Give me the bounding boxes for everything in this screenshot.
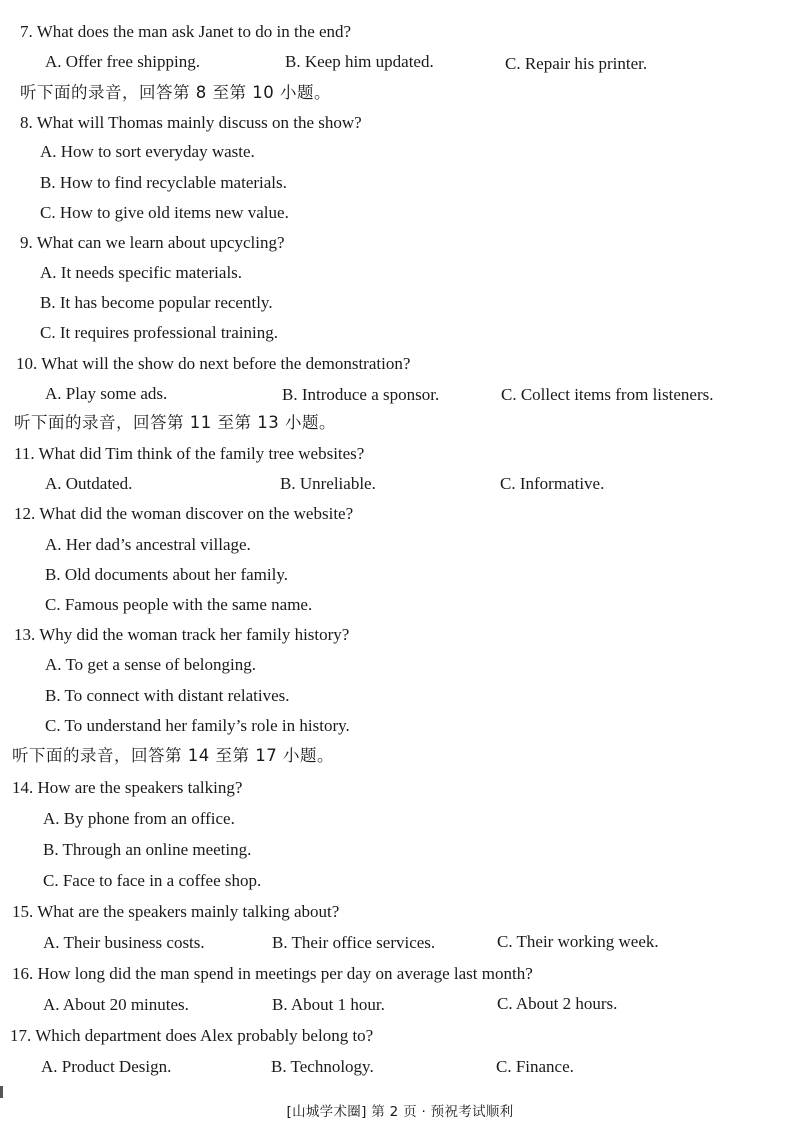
question-11-option-c: C. Informative. (500, 474, 605, 493)
question-10-option-a: A. Play some ads. (45, 384, 168, 403)
question-15-option-b: B. Their office services. (272, 933, 436, 952)
question-14-option-c: C. Face to face in a coffee shop. (43, 871, 262, 890)
question-7-stem: 7. What does the man ask Janet to do in the end? (20, 22, 352, 41)
question-17-stem: 17. Which department does Alex probably belong to? (10, 1026, 374, 1045)
question-8-stem: 8. What will Thomas mainly discuss on the show? (20, 113, 362, 132)
question-16-option-a: A. About 20 minutes. (43, 995, 189, 1014)
question-9-stem: 9. What can we learn about upcycling? (20, 233, 285, 252)
question-8-option-c: C. How to give old items new value. (40, 203, 289, 222)
question-15-stem: 15. What are the speakers mainly talking about? (12, 902, 340, 921)
question-17-option-c: C. Finance. (496, 1057, 574, 1076)
question-8-option-a: A. How to sort everyday waste. (40, 142, 255, 161)
question-9-option-a: A. It needs specific materials. (40, 263, 243, 282)
question-11-option-a: A. Outdated. (45, 474, 133, 493)
question-8-option-b: B. How to find recyclable materials. (40, 173, 287, 192)
section-instruction-8-10: 听下面的录音，回答第 8 至第 10 小题。 (20, 83, 331, 102)
question-11-option-b: B. Unreliable. (280, 474, 376, 493)
question-13-option-a: A. To get a sense of belonging. (45, 655, 256, 674)
question-14-option-a: A. By phone from an office. (43, 809, 235, 828)
question-10-option-b: B. Introduce a sponsor. (282, 385, 440, 404)
question-12-option-a: A. Her dad’s ancestral village. (45, 535, 251, 554)
question-16-option-b: B. About 1 hour. (272, 995, 385, 1014)
question-7-option-a: A. Offer free shipping. (45, 52, 201, 71)
question-16-stem: 16. How long did the man spend in meetings per day on average last month? (12, 964, 533, 983)
question-12-stem: 12. What did the woman discover on the website? (14, 504, 354, 523)
question-10-stem: 10. What will the show do next before the demonstration? (16, 354, 411, 373)
question-11-stem: 11. What did Tim think of the family tree websites? (14, 444, 365, 463)
question-7-option-c: C. Repair his printer. (505, 54, 648, 73)
question-12-option-c: C. Famous people with the same name. (45, 595, 313, 614)
question-17-option-a: A. Product Design. (41, 1057, 172, 1076)
question-15-option-c: C. Their working week. (497, 932, 659, 951)
section-instruction-11-13: 听下面的录音，回答第 11 至第 13 小题。 (14, 413, 336, 432)
question-14-stem: 14. How are the speakers talking? (12, 778, 243, 797)
question-16-option-c: C. About 2 hours. (497, 994, 618, 1013)
question-7-option-b: B. Keep him updated. (285, 52, 434, 71)
margin-tick (0, 1086, 3, 1098)
question-10-option-c: C. Collect items from listeners. (501, 385, 714, 404)
question-13-stem: 13. Why did the woman track her family history? (14, 625, 350, 644)
question-17-option-b: B. Technology. (271, 1057, 374, 1076)
question-14-option-b: B. Through an online meeting. (43, 840, 252, 859)
question-15-option-a: A. Their business costs. (43, 933, 205, 952)
question-9-option-b: B. It has become popular recently. (40, 293, 273, 312)
page-footer: [山城学术圈] 第 2 页 · 预祝考试顺利 (286, 1104, 514, 1120)
question-9-option-c: C. It requires professional training. (40, 323, 278, 342)
question-13-option-b: B. To connect with distant relatives. (45, 686, 290, 705)
question-12-option-b: B. Old documents about her family. (45, 565, 288, 584)
section-instruction-14-17: 听下面的录音，回答第 14 至第 17 小题。 (12, 746, 334, 765)
question-13-option-c: C. To understand her family’s role in history. (45, 716, 350, 735)
